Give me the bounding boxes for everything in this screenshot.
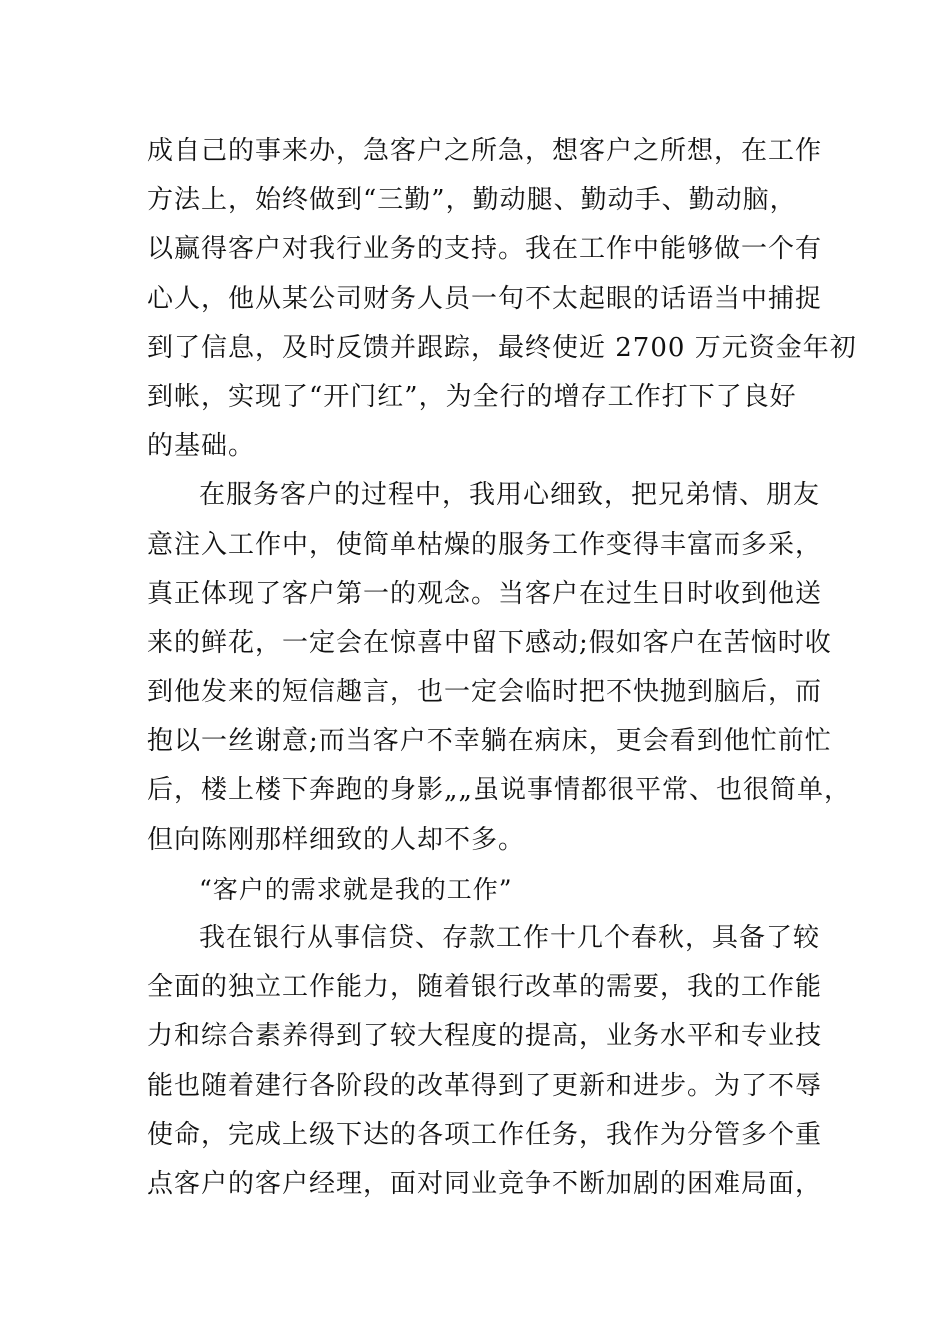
paragraph-3-line-2: 全面的独立工作能力，随着银行改革的需要，我的工作能 [147,972,823,1003]
paragraph-2-line-4: 来的鲜花，一定会在惊喜中留下感动;假如客户在苦恼时收 [147,627,832,658]
paragraph-1-line-1: 成自己的事来办，急客户之所急，想客户之所想，在工作 [147,136,823,166]
paragraph-2-line-2: 意注入工作中，使简单枯燥的服务工作变得丰富而多采， [147,529,823,560]
section-subheading: “客户的需求就是我的工作” [199,874,513,904]
paragraph-1-line-7: 的基础。 [147,431,256,462]
paragraph-1-line-2: 方法上，始终做到“三勤”，勤动腿、勤动手、勤动脑， [147,185,797,216]
paragraph-3-line-5: 使命，完成上级下达的各项工作任务，我作为分管多个重 [147,1119,823,1150]
paragraph-2-line-8: 但向陈刚那样细致的人却不多。 [147,824,526,855]
paragraph-2-line-7: 后，楼上楼下奔跑的身影„„虽说事情都很平常、也很简单， [147,775,851,806]
paragraph-3-line-4: 能也随着建行各阶段的改革得到了更新和进步。为了不辱 [147,1070,823,1101]
paragraph-2-line-3: 真正体现了客户第一的观念。当客户在过生日时收到他送 [147,578,823,609]
paragraph-1-line-5: 到了信息，及时反馈并跟踪，最终使近 2700 万元资金年初 [147,332,857,363]
paragraph-1-line-6: 到帐，实现了“开门红”，为全行的增存工作打下了良好 [147,381,797,412]
paragraph-2-line-6: 抱以一丝谢意;而当客户不幸躺在病床，更会看到他忙前忙 [147,726,832,757]
paragraph-1-line-4: 心人，他从某公司财务人员一句不太起眼的话语当中捕捉 [147,283,823,314]
document-body [147,127,857,1209]
paragraph-1-line-3: 以赢得客户对我行业务的支持。我在工作中能够做一个有 [147,234,823,265]
paragraph-3-line-1: 我在银行从事信贷、存款工作十几个春秋，具备了较 [199,923,821,953]
paragraph-3-line-6: 点客户的客户经理，面对同业竞争不断加剧的困难局面， [147,1168,823,1199]
paragraph-2-line-5: 到他发来的短信趣言，也一定会临时把不快抛到脑后，而 [147,677,823,708]
paragraph-2-line-1: 在服务客户的过程中，我用心细致，把兄弟情、朋友 [199,480,821,511]
paragraph-3-line-3: 力和综合素养得到了较大程度的提高，业务水平和专业技 [147,1021,823,1052]
